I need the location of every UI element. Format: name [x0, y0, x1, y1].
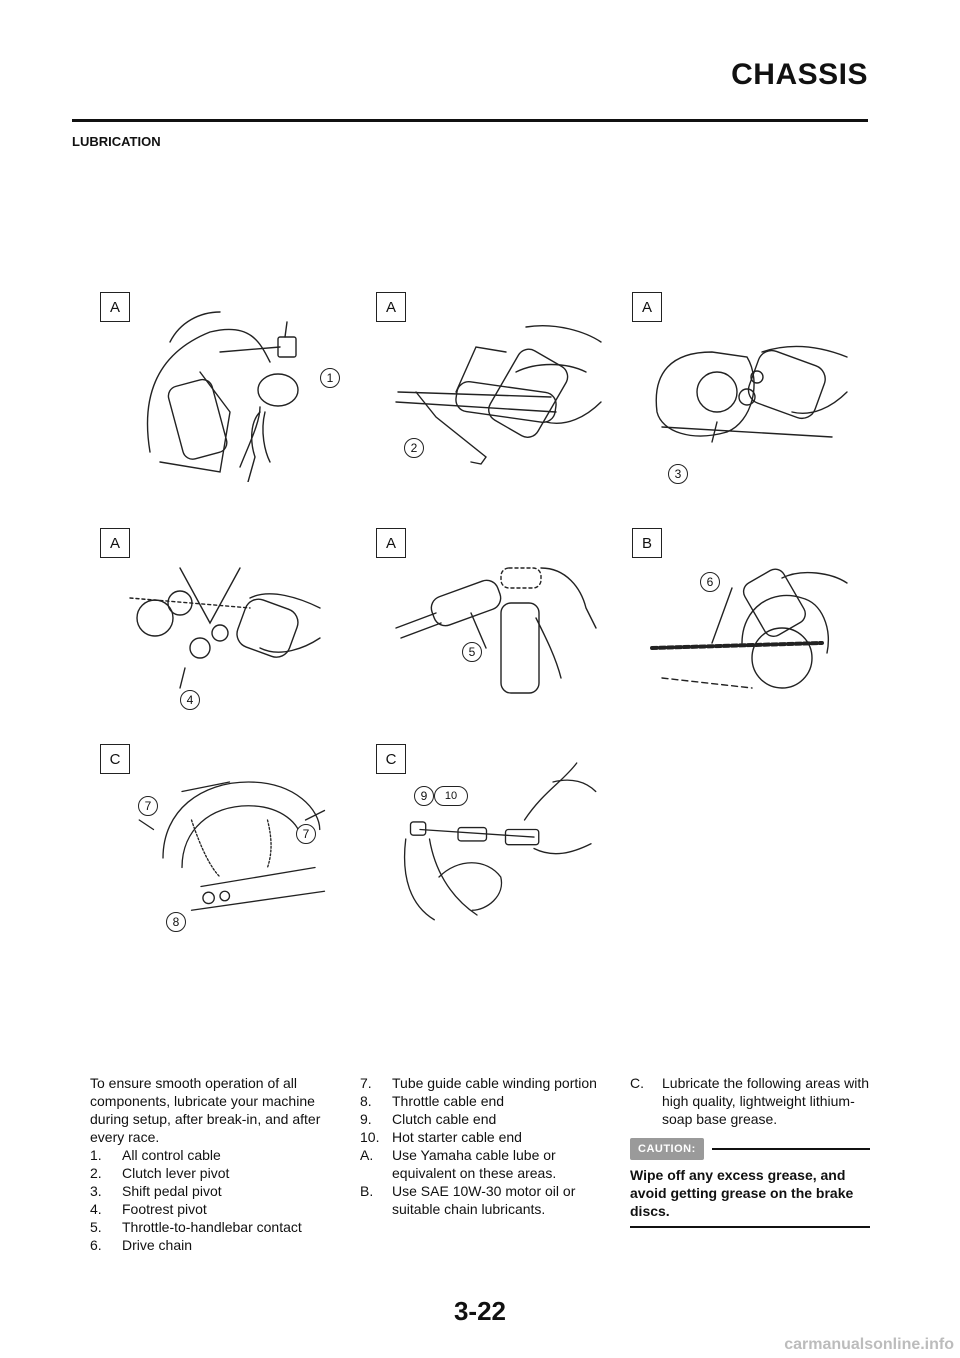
item-text: Lubricate the following areas with high quality, lightweight lithium-soap base grease.: [662, 1075, 870, 1127]
figure-letter: A: [376, 528, 406, 558]
item-text: Shift pedal pivot: [122, 1183, 222, 1199]
list-item: [360, 1182, 600, 1218]
caution-badge: CAUTION:: [630, 1138, 704, 1160]
list-item: [90, 1146, 330, 1164]
callout-number: 5: [462, 642, 482, 662]
callout-number: 8: [166, 912, 186, 932]
item-number: 8.: [360, 1093, 372, 1109]
item-text: Throttle-to-handlebar contact: [122, 1219, 302, 1235]
item-text: All control cable: [122, 1147, 221, 1163]
item-number: C.: [630, 1075, 644, 1091]
item-number: B.: [360, 1183, 374, 1199]
list-item: [90, 1164, 330, 1182]
item-number: 3.: [90, 1183, 102, 1199]
item-number: A.: [360, 1147, 374, 1163]
caution-rule: [712, 1148, 870, 1150]
item-text: Clutch cable end: [392, 1111, 497, 1127]
list-item: [360, 1092, 600, 1110]
figure-control-cable: [100, 292, 340, 482]
shift-pedal-illustration: [632, 292, 872, 482]
caution-header: [630, 1138, 870, 1160]
item-number: 4.: [90, 1201, 102, 1217]
list-item: [630, 1074, 870, 1128]
figure-letter: A: [376, 292, 406, 322]
cable-end-illustration: [376, 744, 616, 934]
caution-text: Wipe off any excess grease, and avoid getting grease on the brake discs.: [630, 1167, 854, 1219]
figure-cable-end: [376, 744, 616, 944]
page-number: 3-22: [453, 1296, 507, 1326]
item-number: 1.: [90, 1147, 102, 1163]
figure-shift-pedal: [632, 292, 872, 482]
item-text: Footrest pivot: [122, 1201, 207, 1217]
list-item: [90, 1236, 330, 1254]
section-title: LUBRICATION: [72, 134, 161, 149]
item-number: 5.: [90, 1219, 102, 1235]
figure-letter: A: [100, 292, 130, 322]
control-cable-illustration: [100, 292, 340, 482]
item-text: Use Yamaha cable lube or equivalent on these areas.: [392, 1147, 557, 1181]
figure-footrest: [100, 528, 340, 718]
item-text: Tube guide cable winding portion: [392, 1075, 597, 1091]
callout-number: 6: [700, 572, 720, 592]
callout-number: 3: [668, 464, 688, 484]
item-text: Throttle cable end: [392, 1093, 505, 1109]
item-number: 9.: [360, 1111, 372, 1127]
item-number: 6.: [90, 1237, 102, 1253]
throttle-contact-illustration: [376, 528, 616, 718]
callout-number: 7: [138, 796, 158, 816]
list-item: [360, 1110, 600, 1128]
figure-letter: A: [100, 528, 130, 558]
item-number: 2.: [90, 1165, 102, 1181]
item-text: Hot starter cable end: [392, 1129, 522, 1145]
callout-number: 9: [414, 786, 434, 806]
list-item: [90, 1218, 330, 1236]
text-column-3: [630, 1074, 870, 1228]
callout-number: 4: [180, 690, 200, 710]
list-item: [360, 1128, 600, 1146]
footrest-illustration: [100, 528, 340, 718]
drive-chain-illustration: [632, 528, 872, 718]
list-item: [90, 1200, 330, 1218]
figure-letter: A: [632, 292, 662, 322]
item-text: Drive chain: [122, 1237, 193, 1253]
callout-number: 10: [434, 786, 468, 806]
header-rule: [72, 119, 868, 122]
figure-throttle-housing: [100, 744, 340, 944]
text-column-1: [90, 1074, 330, 1254]
figure-throttle-contact: [376, 528, 616, 718]
list-item: [90, 1182, 330, 1200]
figure-drive-chain: [632, 528, 872, 718]
callout-number: 1: [320, 368, 340, 388]
figure-clutch-lever: [376, 292, 616, 482]
item-text: Use SAE 10W-30 motor oil or suitable chain lubricants.: [392, 1183, 576, 1217]
caution-bottom-rule: [630, 1226, 870, 1228]
callout-number: 2: [404, 438, 424, 458]
intro-paragraph: To ensure smooth operation of all components, lubricate your machine during setup, after break-in, and after every race.: [90, 1075, 321, 1145]
item-text: Clutch lever pivot: [122, 1165, 230, 1181]
figure-letter: B: [632, 528, 662, 558]
callout-number: 7: [296, 824, 316, 844]
figure-letter: C: [100, 744, 130, 774]
figure-letter: C: [376, 744, 406, 774]
item-number: 7.: [360, 1075, 372, 1091]
list-item: [360, 1074, 600, 1092]
text-column-2: [360, 1074, 600, 1218]
site-watermark: carmanualsonline.info: [784, 1336, 954, 1353]
item-number: 10.: [360, 1129, 380, 1145]
chapter-title: CHASSIS: [731, 58, 868, 91]
list-item: [360, 1146, 600, 1182]
